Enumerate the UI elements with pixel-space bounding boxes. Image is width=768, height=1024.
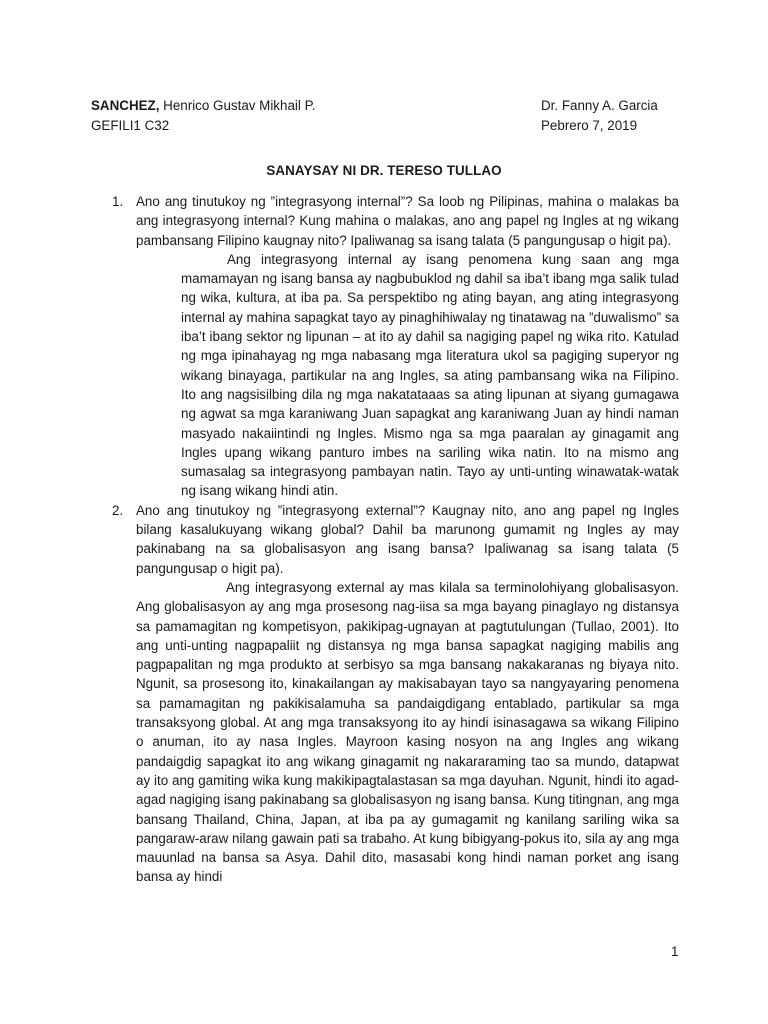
answer-1: Ang integrasyong internal ay isang penomena kung saan ang mga mamamayan ng isang bansa ay nagbubuklod ng dahil sa iba’t ibang mga salik tulad ng wika, kultura, at iba pa. Sa perspektibo ng ating bayan, ang ating integrasyong internal ay mahina sapagkat tayo ay pinaghihiwalay ng tinatawag na ”duwalismo” sa iba’t ibang sektor ng lipunan – at ito ay dahil sa nagiging papel ng wika rito. Katulad ng mga ipinahayag ng mga nabasang mga literatura ukol sa pagiging superyor ng wikang binayaga, partikular na ang Ingles, sa ating pambansang wika na Filipino. Ito ang nagsisilbing dila ng mga nakatataaas sa ating lipunan at siyang gumagawa ng agwat sa mga karaniwang Juan sapagkat ang karaniwang Juan ay hindi naman masyado nakaiintindi ng Ingles. Mismo nga sa mga paaralan ay ginagamit ang Ingles upang wikang panturo imbes na sariling wika natin. Ito na mismo ang sumasalag sa integrasyong pambayan natin. Tayo ay unti-unting winawatak-watak ng isang wikang hindi atin.	[181, 251, 679, 499]
page-number: 1	[671, 944, 679, 959]
question-1-text: Ano ang tinutukoy ng ”integrasyong internal”? Sa loob ng Pilipinas, mahina o malakas ba ang integrasyong internal? Kung mahina o malakas, ano ang papel ng Ingles at ng wikang pambansang Filipino kaugnay nito? Ipaliwanag sa isang talata (5 pangungusap o higit pa).	[136, 194, 679, 248]
document-date: Pebrero 7, 2019	[541, 118, 638, 133]
question-1	[112, 192, 679, 250]
course-code: GEFILI1 C32	[91, 118, 170, 133]
question-2	[112, 501, 679, 578]
question-list	[112, 192, 679, 887]
professor-name: Dr. Fanny A. Garcia	[541, 98, 658, 113]
essay-title: SANAYSAY NI DR. TERESO TULLAO	[266, 163, 502, 178]
student-name	[91, 96, 531, 116]
answer-2: Ang integrasyong external ay mas kilala sa terminolohiyang globalisasyon. Ang globalisasyon ay ang mga prosesong nag-iisa sa mga bayang pinaglayo ng distansya sa pamamagitan ng kompetisyon, pakikipag-ugnayan at pagtutulungan (Tullao, 2001). Ito ang unti-unting nagpapaliit ng distansya ng mga bansa sapagkat nagiging mabilis ang pagpapalitan ng mga produkto at serbisyo sa mga bansang nakakaranas ng biyaya nito. Ngunit, sa prosesong ito, kinakailangan ay makisabayan tayo sa nangyayaring penomena sa pamamagitan ng pakikisalamuha sa pandaigdigang entablado, partikular sa mga transaksyong global. At ang mga transaksyong ito ay hindi isinasagawa sa wikang Filipino o anuman, ito ay nasa Ingles. Mayroon kasing nosyon na ang Ingles ang wikang pandaigdig sapagkat ito ang wikang ginagamit ng nakararaming tao sa mundo, datapwat ay ito ang gamiting wika kung makikipagtalastasan sa mga dayuhan. Ngunit, hindi ito agad-agad nagiging isang pakinabang sa globalisasyon ng isang bansa. Kung titingnan, ang mga bansang Thailand, China, Japan, at iba pa ay gumagamit ng kanilang sariling wika sa pangaraw-araw nilang gawain pati sa trabaho. At kung bibigyang-pokus ito, sila ay ang mga mauunlad na bansa sa Asya. Dahil dito, masasabi kong hindi naman porket ang isang bansa ay hindi	[136, 579, 679, 885]
student-given-names: Henrico Gustav Mikhail P.	[159, 98, 316, 113]
question-2-text: Ano ang tinutukoy ng ”integrasyong external”? Kaugnay nito, ano ang papel ng Ingles bilang kasalukuyang wikang global? Dahil ba marunong gumamit ng Ingles ay may pakinabang na sa globalisasyon ang isang bansa? Ipaliwanag sa isang talata (5 pangungusap o higit pa).	[136, 502, 679, 576]
question-1-number: 1.	[112, 194, 124, 209]
header-row-2	[91, 116, 681, 136]
document-header	[91, 96, 681, 136]
header-row-1	[91, 96, 681, 116]
question-2-number: 2.	[112, 502, 124, 518]
student-surname: SANCHEZ,	[91, 98, 160, 113]
